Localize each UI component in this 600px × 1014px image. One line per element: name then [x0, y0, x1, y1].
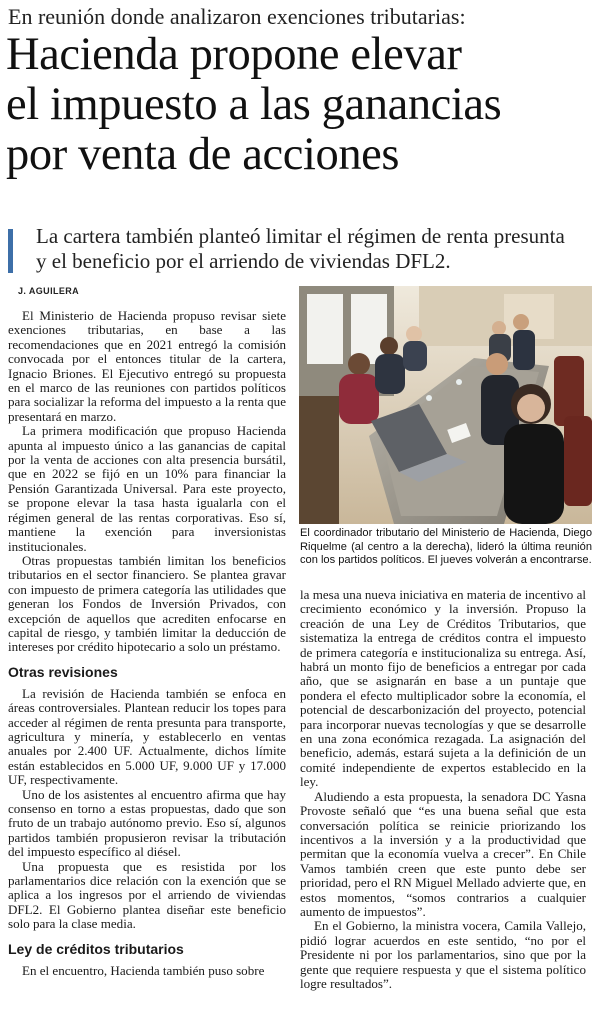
body-paragraph: La primera modificación que propuso Hacienda apunta al impuesto único a las ganancias de capital por la venta de acciones con alta presencia bursátil, que en 2022 se fijó en un 10% para financiar la Pensión Garantizada Universal. Para este proyecto, se propone elevar la tasa hasta igualarla con el régimen general de las rentas corporativas. Eso sí, mantiene la exención para inversionistas institucionales.	[8, 423, 286, 554]
kicker: En reunión donde analizaron exenciones tributarias:	[8, 4, 466, 29]
body-column-right	[300, 588, 586, 991]
deck-line: La cartera también planteó limitar el régimen de renta presunta	[36, 224, 565, 248]
body-paragraph: El Ministerio de Hacienda propuso revisar siete exenciones tributarias, en base a las recomendaciones que en 2021 entregó la comisión convocada por el entonces titular de la cartera, Ignacio Briones. El Ejecutivo entregó su propuesta en el marco de las reuniones con partidos políticos para socializar la reforma del impuesto a la renta que presentará en marzo.	[8, 308, 286, 424]
section-heading: Ley de créditos tributarios	[8, 940, 184, 957]
body-paragraph: En el encuentro, Hacienda también puso sobre	[22, 962, 265, 978]
body-paragraph: Otras propuestas también limitan los beneficios tributarios en el sector financiero. Se plantea gravar con impuesto de primera categoría las utilidades que generan los Fondos de Inversión Privados, con excepción de aquellos que acrediten enfocarse en capital de riesgo, y también limitar la deducción de intereses por crédito hipotecario a solo un préstamo.	[8, 552, 286, 655]
headline	[6, 30, 596, 180]
headline-line: el impuesto a las ganancias	[6, 79, 502, 130]
byline: J. AGUILERA	[18, 286, 80, 296]
photo-caption: El coordinador tributario del Ministerio de Hacienda, Diego Riquelme (al centro a la derecha), lideró la última reunión con los partidos políticos. El jueves volverán a encontrarse.	[300, 527, 592, 567]
body-paragraph: Aludiendo a esta propuesta, la senadora DC Yasna Provoste señaló que “es una buena señal que esta conversación política se reinicie priorizando los incentivos a la inversión y a la productividad que permitan que la economía vuelva a crecer”. En Chile Vamos también creen que este punto debe ser prioridad, pero el RN Miguel Mellado advierte que, en estos momentos, “somos contrarios a cualquier aumento de impuestos”.	[300, 788, 586, 919]
section-heading: Otras revisiones	[8, 663, 118, 680]
deck-line: y el beneficio por el arriendo de viviendas DFL2.	[36, 249, 451, 273]
body-paragraph: Uno de los asistentes al encuentro afirma que hay consenso en torno a estas propuestas, dado que son fruto de un trabajo autónomo previo. Eso sí, algunos partidos también propusieron revisar la tributación del impuesto específico al diésel.	[8, 786, 286, 860]
meeting-photo	[299, 286, 592, 524]
body-column-left	[8, 309, 286, 978]
deck-accent-bar	[8, 229, 13, 273]
body-paragraph: En el Gobierno, la ministra vocera, Camila Vallejo, pidió lograr acuerdos en este sentido, “no por el Presidente ni por los parlamentarios, sino que por la gente que requiere respuesta y que el sistema político logre resultados”.	[300, 918, 586, 991]
headline-line: por venta de acciones	[6, 129, 400, 180]
body-paragraph: Una propuesta que es resistida por los parlamentarios dice relación con la exención que se aplica a los ingresos por el arriendo de viviendas DFL2. El Gobierno plantea diseñar este beneficio solo para la clase media.	[8, 858, 286, 932]
body-paragraph: La revisión de Hacienda también se enfoca en áreas controversiales. Plantean reducir los topes para acceder al régimen de renta presunta para transporte, agricultura y minería, y establecerlo en ventas anuales por 2.400 UF. Actualmente, dichos límite están establecidos en 5.000 UF, 9.000 UF y 17.000 UF, respectivamente.	[8, 685, 286, 788]
body-paragraph: la mesa una nueva iniciativa en materia de incentivo al crecimiento económico y la inversión. Propuso la creación de una Ley de Créditos Tributarios, que sistematiza la entrega de créditos contra el impuesto de primera categoría e institucionaliza su entrega. Así, habrá un monto fijo de beneficios a entregar por cada año, que se asignarán en base a un puntaje que pondera el efecto multiplicador sobre la economía, el potencial de descarbonización del proyecto, potencial para incorporar nuevas tecnologías y que se desarrolle en una zona económica rezagada. La asignación del beneficio, además, estará sujeta a la definición de un comité independiente de expertos establecido en la ley.	[300, 587, 586, 790]
headline-line: Hacienda propone elevar	[6, 29, 462, 80]
